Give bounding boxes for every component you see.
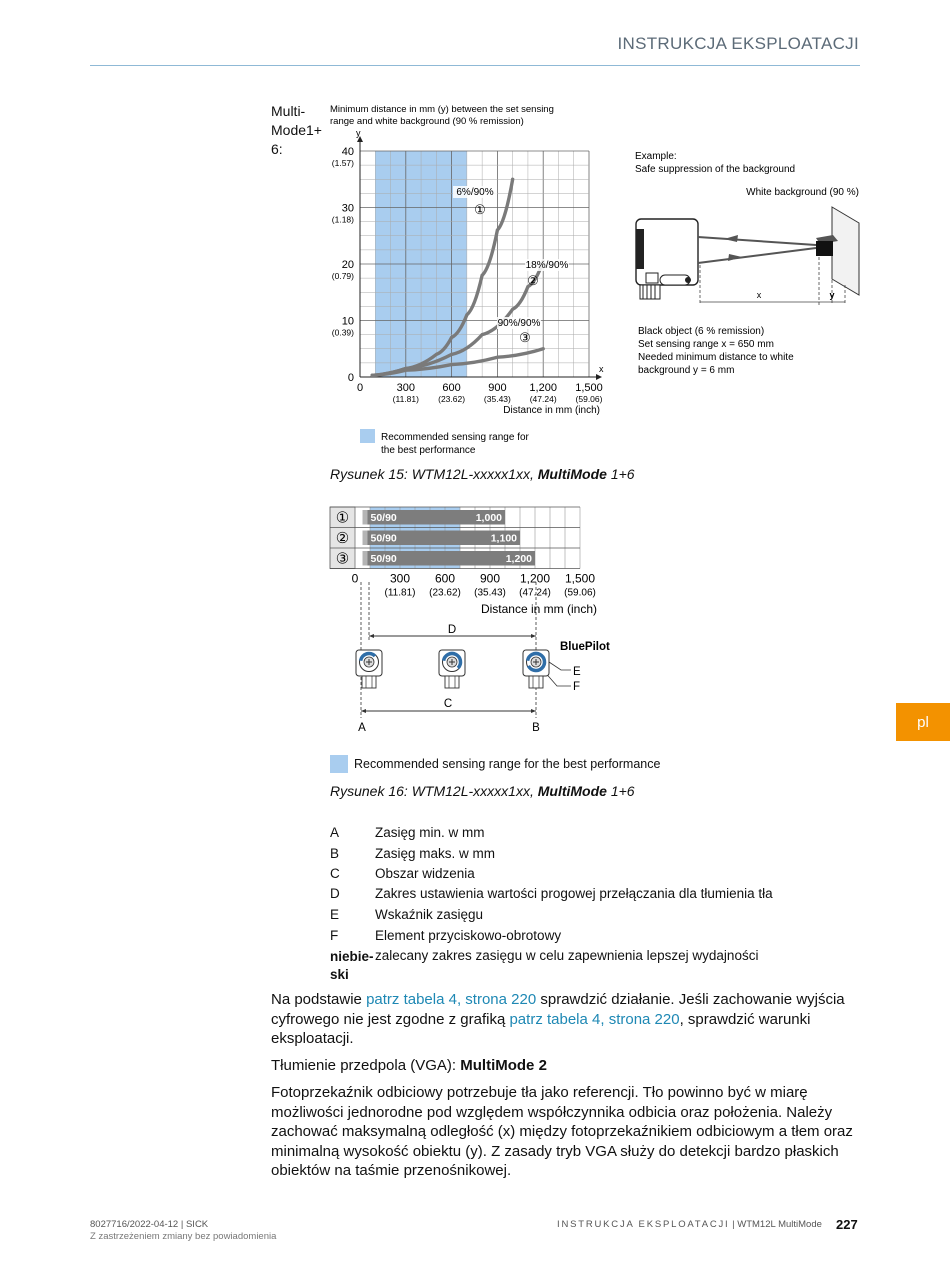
chart-title-line: range and white background (90 % remission): [330, 116, 524, 127]
header-divider: [90, 65, 860, 66]
reflected-beam: [698, 248, 816, 263]
range-bar-start: [363, 510, 368, 525]
c-label: C: [443, 698, 453, 710]
x-tick-sublabel: (35.43): [483, 394, 511, 404]
figure-16-caption: [330, 783, 635, 799]
caption-bold: MultiMode: [537, 466, 607, 482]
x-tick-label: 300: [396, 382, 415, 394]
y-dimension-label: y: [829, 290, 835, 300]
section-subheading: Tłumienie przedpola (VGA): MultiMode 2: [271, 1057, 547, 1074]
x-tick-sublabel: (47.24): [519, 587, 551, 599]
x-tick-sublabel: (59.06): [575, 394, 603, 404]
d-label: D: [447, 624, 457, 636]
potentiometer-knob-icon: [439, 650, 465, 688]
legend-value: Wskaźnik zasięgu: [375, 907, 484, 922]
language-tab[interactable]: pl: [896, 703, 950, 741]
x-tick-sublabel: (35.43): [474, 587, 506, 599]
x-tick-sublabel: (11.81): [384, 587, 416, 599]
series-label: 18%/90%: [525, 260, 569, 271]
x-tick-label: 900: [479, 571, 501, 586]
figure-15-caption: [330, 466, 635, 482]
x-tick-label: 1,500: [575, 382, 603, 394]
x-tick-label: 600: [442, 382, 461, 394]
section-label-line: Mode1+: [271, 122, 322, 138]
y-tick-sublabel: (1.57): [331, 158, 354, 168]
beam-arrow: [728, 254, 742, 261]
caption-text: 1+6: [606, 466, 635, 482]
legend-swatch: [360, 429, 375, 443]
bar-start-label: 50/90: [370, 553, 397, 565]
a-label: A: [358, 722, 366, 734]
row-marker: ③: [335, 550, 350, 568]
potentiometer-knob-icon: [523, 650, 549, 688]
bar-end-label: 1,100: [490, 532, 517, 545]
y-tick-label: 40: [341, 146, 354, 158]
caption-text: Rysunek 15: WTM12L-xxxxx1xx,: [330, 466, 538, 482]
footer-note: Z zastrzeżeniem zmiany bez powiadomienia: [90, 1231, 277, 1242]
remission-line-chart: [325, 100, 625, 460]
footer-center: INSTRUKCJA EKSPLOATACJI | WTM12L MultiMode: [557, 1219, 822, 1230]
y-axis-letter: y: [356, 128, 361, 138]
e-label: E: [573, 666, 581, 678]
table-reference-link[interactable]: patrz tabela 4, strona 220: [509, 1010, 680, 1028]
section-label-line: Multi-: [271, 103, 306, 119]
y-tick-sublabel: (0.39): [331, 327, 354, 338]
legend-value: Element przyciskowo-obrotowy: [375, 928, 562, 943]
legend-key: A: [330, 825, 340, 840]
y-tick-label: 30: [341, 202, 354, 215]
x-tick-label: 0: [356, 382, 364, 394]
legend-text-line: Recommended sensing range for: [381, 432, 529, 443]
chart-title-line: Minimum distance in mm (y) between the set sensing: [330, 104, 554, 115]
x-tick-sublabel: (11.81): [392, 394, 419, 404]
range-bar-start: [363, 551, 368, 566]
chart-ticks: [332, 146, 603, 404]
legend-text: Recommended sensing range for the best performance: [354, 757, 661, 771]
legend-swatch: [330, 755, 348, 773]
x-tick-sublabel: (23.62): [429, 587, 461, 599]
b-label: B: [532, 722, 540, 734]
caption-bold: MultiMode: [537, 783, 607, 799]
x-tick-sublabel: (59.06): [564, 587, 596, 599]
footer-doc-id: 8027716/2022-04-12 | SICK: [90, 1219, 209, 1230]
caption-text: 1+6: [606, 783, 635, 799]
legend-text-line: the best performance: [381, 445, 476, 456]
x-dimension-label: x: [756, 290, 762, 300]
legend-key: niebie-: [330, 949, 374, 964]
series-label: 90%/90%: [497, 318, 541, 329]
f-label: F: [573, 681, 581, 693]
figure-section-label: [271, 102, 322, 159]
x-tick-label: 900: [488, 382, 507, 394]
bluepilot-label: BluePilot: [560, 641, 610, 653]
x-tick-label: 0: [351, 571, 359, 586]
legend-value: Zasięg maks. w mm: [375, 846, 496, 861]
example-title-line: Safe suppression of the background: [635, 164, 796, 175]
x-tick-label: 600: [434, 571, 456, 586]
series-label: 6%/90%: [456, 187, 494, 198]
x-tick-label: 1,200: [519, 571, 551, 586]
sensing-range-bar-chart: [325, 500, 625, 740]
y-tick-label: 0: [347, 372, 354, 384]
y-tick-sublabel: (0.79): [331, 271, 354, 281]
example-title-line: Example:: [635, 151, 677, 162]
x-tick-sublabel: (23.62): [438, 394, 466, 404]
legend-key: E: [330, 907, 340, 922]
bar-chart-body: [330, 507, 596, 599]
table-reference-link[interactable]: patrz tabela 4, strona 220: [366, 991, 537, 1008]
bar-start-label: 50/90: [370, 512, 397, 524]
example-note: background y = 6 mm: [638, 365, 735, 376]
legend-key: C: [330, 866, 340, 881]
row-marker: ①: [335, 509, 350, 527]
series-marker: ③: [519, 330, 531, 345]
x-axis-label: Distance in mm (inch): [503, 405, 600, 416]
bar-start-label: 50/90: [370, 532, 397, 545]
white-background-plate: [832, 207, 859, 295]
legend-value: zalecany zakres zasięgu w celu zapewnienia lepszej wydajności: [375, 948, 759, 963]
example-note: Black object (6 % remission): [638, 326, 765, 337]
bar-end-label: 1,200: [505, 553, 532, 565]
section-label-line: 6:: [271, 141, 283, 157]
x-tick-sublabel: (47.24): [529, 394, 557, 404]
y-tick-label: 10: [341, 315, 354, 328]
legend-key: F: [330, 928, 339, 943]
example-note: Needed minimum distance to white: [638, 352, 794, 363]
x-tick-label: 1,500: [564, 571, 596, 586]
emitted-beam: [698, 237, 816, 245]
x-tick-label: 300: [389, 571, 411, 586]
legend-value: Zasięg min. w mm: [375, 825, 485, 840]
x-axis-label: Distance in mm (inch): [480, 602, 597, 616]
caption-text: Rysunek 16: WTM12L-xxxxx1xx,: [330, 783, 538, 799]
row-marker: ②: [335, 530, 350, 547]
paragraph-vga: Fotoprzekaźnik odbiciowy potrzebuje tła jako referencji. Tło powinno być w miarę możliwości jednorodne pod względem współczynnika odbicia oraz położenia. Należy zachować maksymalną odległość (x) między fotoprzekaźnikiem odbiciowym a tłem oraz minimalną wysokość obiektu (y). Z zasady tryb VGA służy do detekcji bardzo płaskich obiektów na taśmie przenośnikowej.: [271, 1084, 853, 1179]
x-tick-label: 1,200: [529, 382, 557, 394]
range-bar-start: [363, 531, 368, 546]
legend-key: ski: [330, 967, 349, 982]
legend-value: Obszar widzenia: [375, 866, 475, 881]
example-illustration: [630, 145, 865, 380]
sensor-icon: [636, 219, 698, 299]
legend-value: Zakres ustawienia wartości progowej przełączania dla tłumienia tła: [375, 886, 773, 901]
beam-arrow: [724, 235, 738, 242]
y-tick-sublabel: (1.18): [331, 214, 354, 225]
page-header-title: INSTRUKCJA EKSPLOATACJI: [617, 34, 859, 53]
page-number: 227: [836, 1217, 858, 1232]
series-marker: ①: [474, 202, 486, 217]
potentiometer-knob-icon: [356, 650, 382, 688]
paragraph-check-operation: Na podstawie patrz tabela 4, strona 220 sprawdzić działanie. Jeśli zachowanie wyjścia cyfrowego nie jest zgodne z grafiką patrz tabela 4, strona 220, sprawdzić warunki eksploatacji.: [271, 991, 845, 1047]
x-axis-letter: x: [599, 364, 604, 374]
series-marker: ②: [527, 273, 539, 288]
example-note: Set sensing range x = 650 mm: [638, 339, 774, 350]
y-tick-label: 20: [341, 259, 354, 271]
bar-end-label: 1,000: [475, 512, 502, 524]
legend-key: D: [330, 886, 340, 901]
white-background-label: White background (90 %): [746, 187, 859, 198]
legend-key: B: [330, 846, 340, 861]
